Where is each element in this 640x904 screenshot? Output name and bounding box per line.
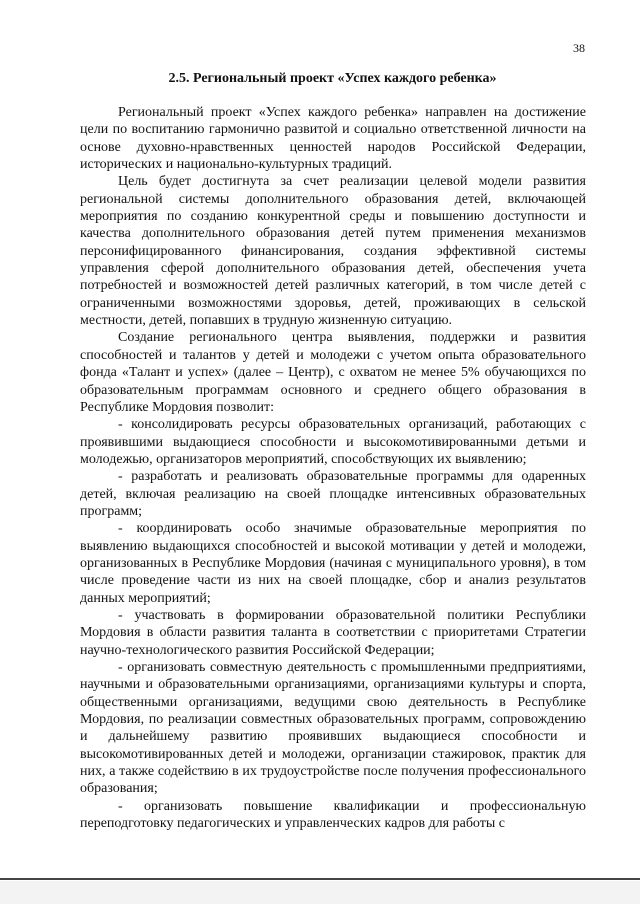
list-item-training: - организовать повышение квалификации и профессиональную переподготовку педагогических и управленческих кадров для работы с bbox=[80, 798, 586, 832]
paragraph-goal: Цель будет достигнута за счет реализации целевой модели развития региональной системы дополнительного образования детей, включающей мероприятия по созданию конкурентной среды и повышению доступности и качества дополнительного образования детей путем применения механизмов персонифицированного финансирования, создания эффективной системы управления сферой дополнительного образования детей, обеспечения учета потребностей и возможностей детей различных категорий, в том числе детей с ограниченными возможностями здоровья, детей, проживающих в сельской местности, детей, попавших в трудную жизненную ситуацию. bbox=[80, 174, 586, 329]
document-body bbox=[80, 104, 586, 832]
scan-bottom-margin bbox=[0, 881, 640, 904]
paragraph-center: Создание регионального центра выявления, поддержки и развития способностей и талантов у детей и молодежи с учетом опыта образовательного фонда «Талант и успех» (далее – Центр), с охватом не менее 5% обучающихся по образовательным программам основного и среднего общего образования в Республике Мордовия позволит: bbox=[80, 330, 586, 415]
list-item-coordinate: - координировать особо значимые образовательные мероприятия по выявлению выдающихся способностей и высокой мотивации у детей и молодежи, организованных в Республике Мордовия (начиная с муниципального уровня), в том числе проведение части из них на своей площадке, сбор и анализ результатов данных мероприятий; bbox=[80, 521, 586, 606]
list-item-develop-programs: - разработать и реализовать образовательные программы для одаренных детей, включая реализацию на своей площадке интенсивных образовательных программ; bbox=[80, 469, 586, 519]
list-item-cooperation: - организовать совместную деятельность с промышленными предприятиями, научными и образовательными организациями, организациями культуры и спорта, общественными организациями, ведущими свою деятельность в Республике Мордовия, по реализации совместных образовательных программ, сопровождению и дальнейшему развитию проявивших выдающиеся способности и высокомотивированных детей и молодежи, организации стажировок, практик для них, а также содействию в их трудоустройстве после получения профессионального образования; bbox=[80, 660, 586, 797]
paragraph-intro: Региональный проект «Успех каждого ребенка» направлен на достижение цели по воспитанию гармонично развитой и социально ответственной личности на основе духовно-нравственных ценностей народов Российской Федерации, исторических и национально-культурных традиций. bbox=[80, 105, 586, 173]
scan-edge-line bbox=[0, 878, 640, 880]
section-title: 2.5. Региональный проект «Успех каждого ребенка» bbox=[168, 71, 497, 86]
list-item-consolidate: - консолидировать ресурсы образовательных организаций, работающих с проявившими выдающиеся способности и высокомотивированными детьми и молодежью, организаторов мероприятий, способствующих их выявлению; bbox=[80, 417, 586, 467]
page-number: 38 bbox=[573, 41, 585, 55]
list-item-policy: - участвовать в формировании образовательной политики Республики Мордовия в области развития таланта в соответствии с приоритетами Стратегии научно-технологического развития Российской Федерации; bbox=[80, 607, 586, 658]
